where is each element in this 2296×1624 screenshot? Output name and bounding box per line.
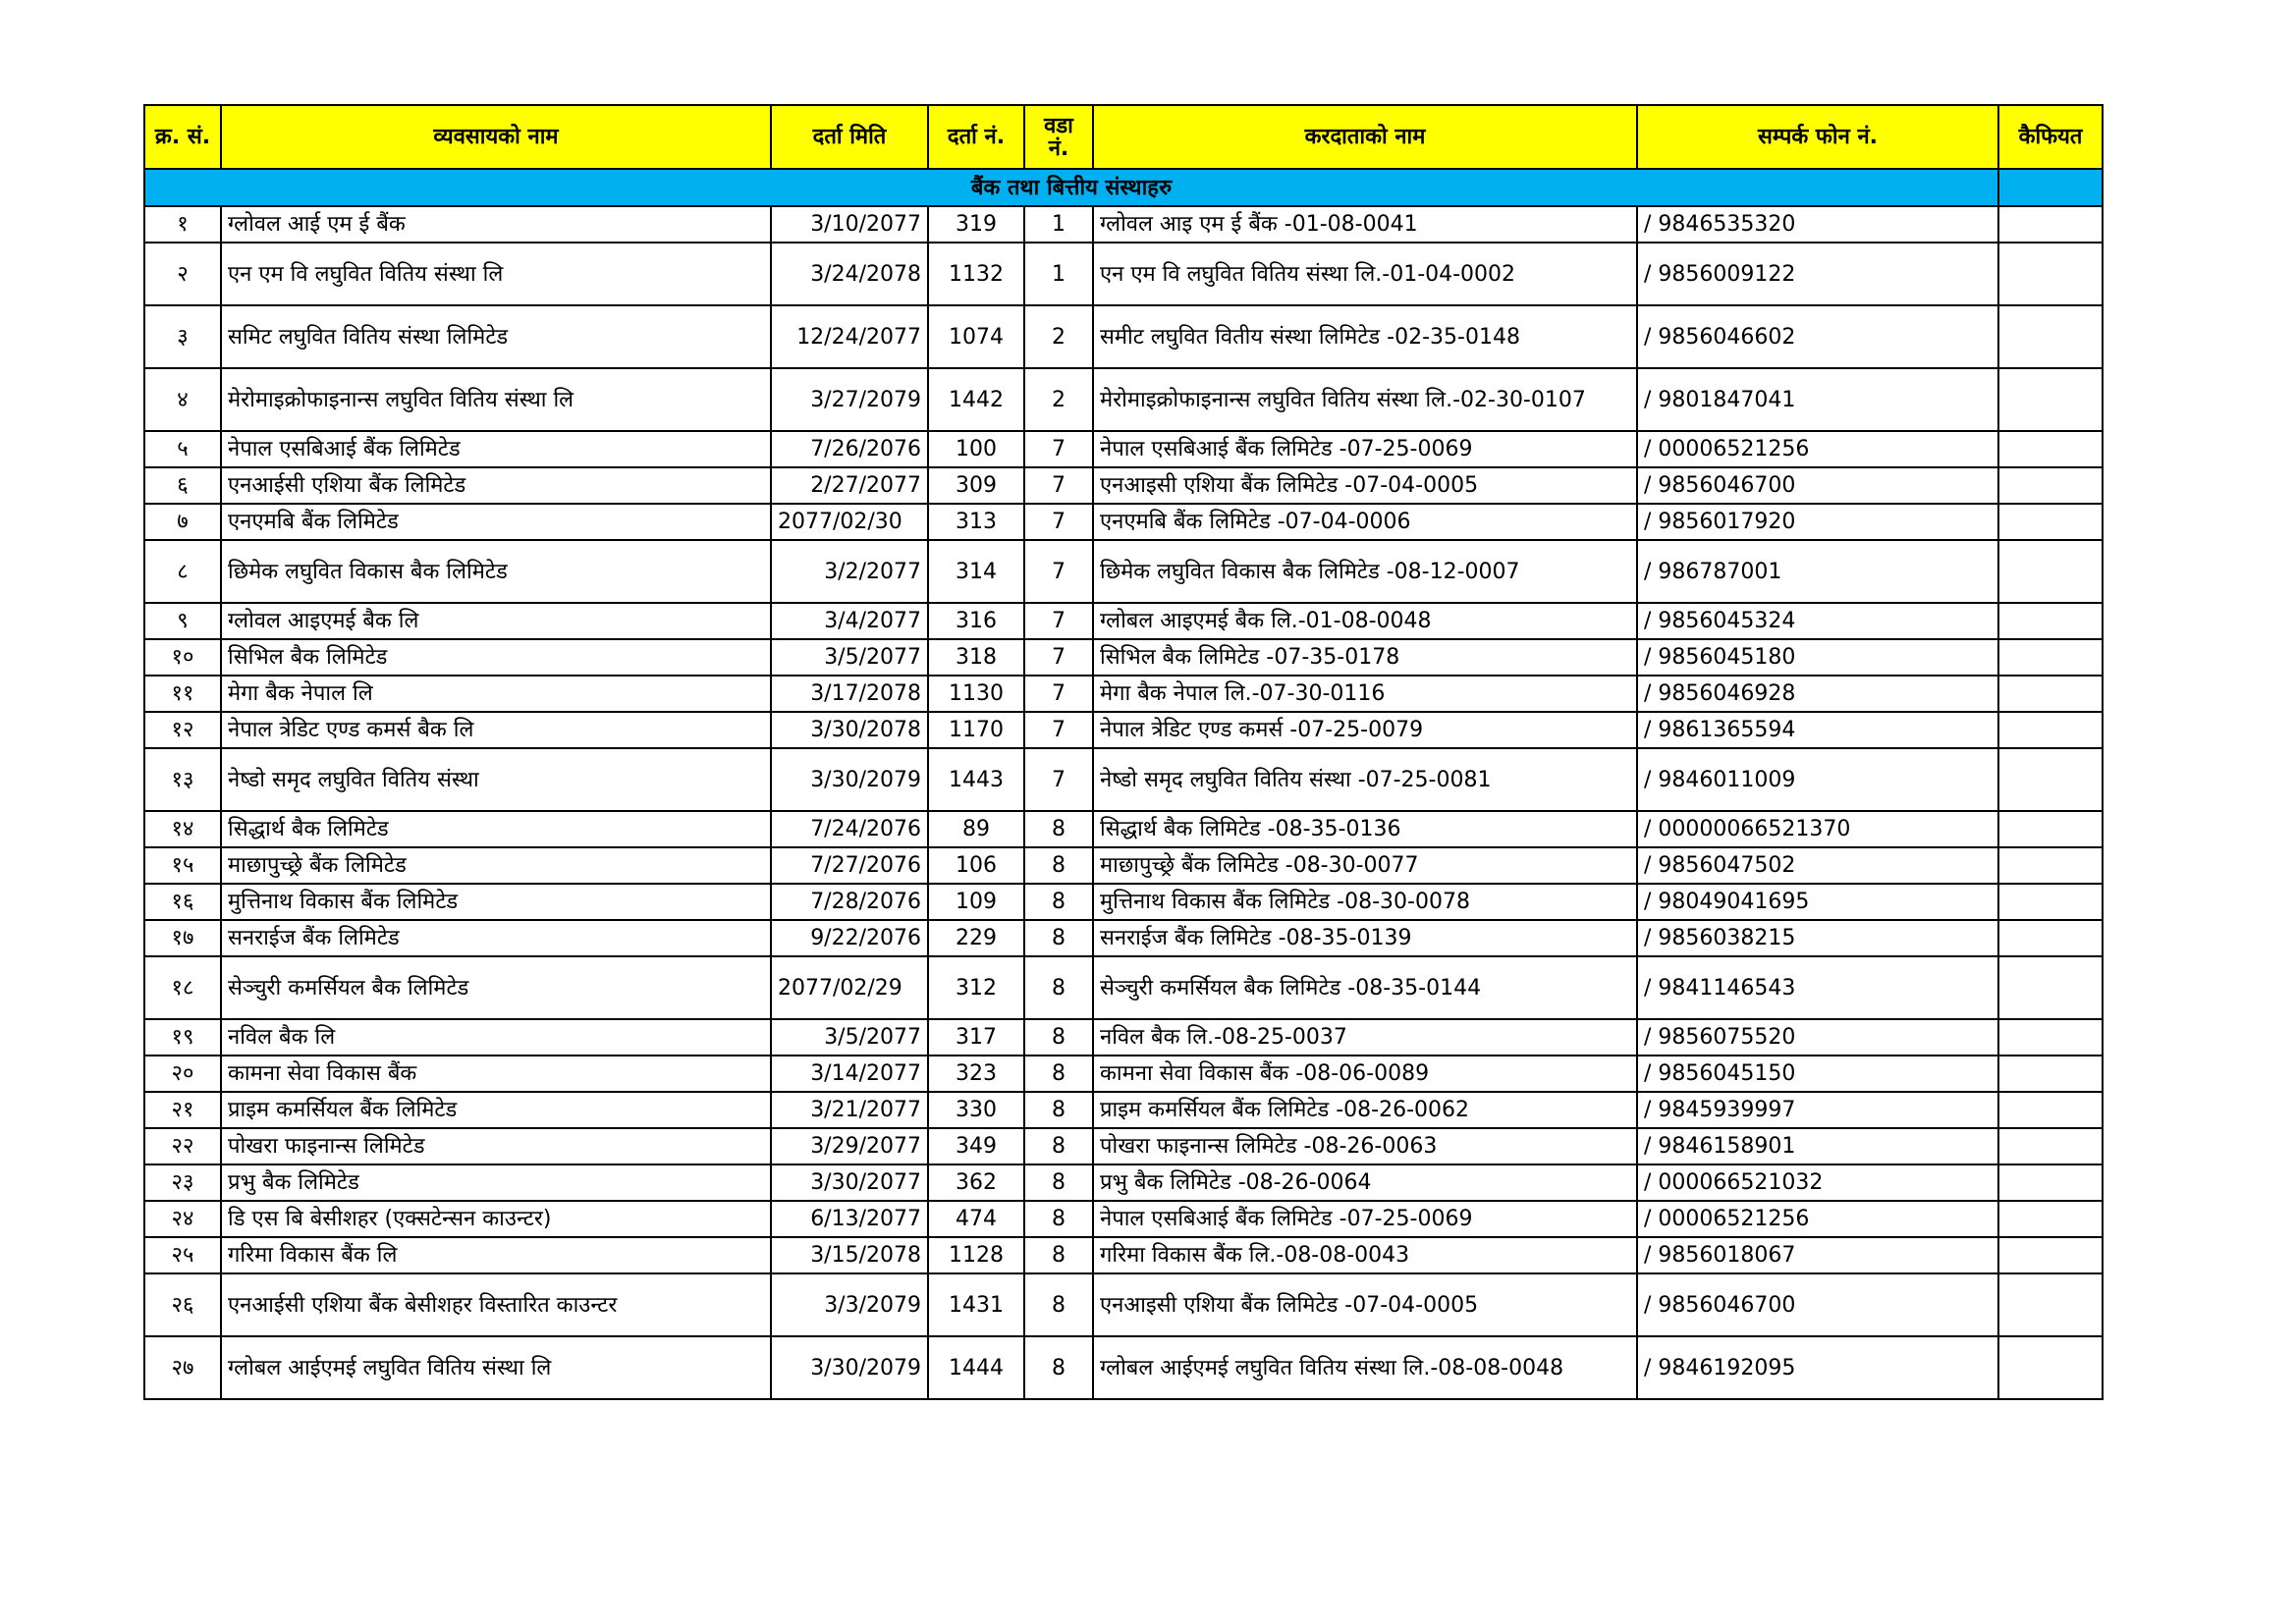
cell-sn: ३ — [144, 305, 221, 368]
cell-reg-no: 1442 — [928, 368, 1024, 431]
cell-reg-date: 3/24/2078 — [771, 243, 928, 305]
table-row — [144, 712, 2103, 748]
table-row — [144, 1164, 2103, 1201]
cell-business-name: गरिमा विकास बैंक लि — [221, 1237, 771, 1273]
cell-phone: / 9856046928 — [1637, 676, 1998, 712]
cell-ward: 1 — [1024, 206, 1093, 243]
table-row — [144, 1092, 2103, 1128]
cell-sn: २७ — [144, 1336, 221, 1399]
cell-remarks — [1998, 504, 2103, 540]
cell-ward: 8 — [1024, 1092, 1093, 1128]
col-header-taxpayer: करदाताको नाम — [1093, 105, 1637, 169]
table-row — [144, 676, 2103, 712]
cell-reg-date: 3/2/2077 — [771, 540, 928, 603]
cell-reg-no: 1443 — [928, 748, 1024, 811]
cell-phone: / 9856046700 — [1637, 1273, 1998, 1336]
cell-sn: २१ — [144, 1092, 221, 1128]
table-row — [144, 920, 2103, 956]
cell-business-name: प्राइम कमर्सियल बैंक लिमिटेड — [221, 1092, 771, 1128]
cell-reg-date: 7/27/2076 — [771, 847, 928, 884]
cell-reg-no: 229 — [928, 920, 1024, 956]
cell-reg-date: 3/15/2078 — [771, 1237, 928, 1273]
cell-phone: / 00000066521370 — [1637, 811, 1998, 847]
cell-phone: / 9856045150 — [1637, 1056, 1998, 1092]
cell-sn: ११ — [144, 676, 221, 712]
cell-reg-date: 3/30/2078 — [771, 712, 928, 748]
cell-reg-date: 3/27/2079 — [771, 368, 928, 431]
table-row — [144, 206, 2103, 243]
cell-phone: / 9846011009 — [1637, 748, 1998, 811]
cell-remarks — [1998, 603, 2103, 639]
cell-ward: 7 — [1024, 467, 1093, 504]
cell-remarks — [1998, 243, 2103, 305]
cell-remarks — [1998, 811, 2103, 847]
cell-reg-date: 2/27/2077 — [771, 467, 928, 504]
table-row — [144, 1336, 2103, 1399]
cell-ward: 7 — [1024, 712, 1093, 748]
cell-reg-no: 106 — [928, 847, 1024, 884]
cell-remarks — [1998, 639, 2103, 676]
cell-ward: 8 — [1024, 920, 1093, 956]
table-row — [144, 1019, 2103, 1056]
table-row — [144, 540, 2103, 603]
cell-remarks — [1998, 920, 2103, 956]
cell-reg-no: 474 — [928, 1201, 1024, 1237]
table-row — [144, 368, 2103, 431]
cell-taxpayer: एन एम वि लघुवित वितिय संस्था लि.-01-04-0002 — [1093, 243, 1637, 305]
cell-ward: 2 — [1024, 368, 1093, 431]
cell-phone: / 9845939997 — [1637, 1092, 1998, 1128]
cell-remarks — [1998, 431, 2103, 467]
cell-phone: / 000066521032 — [1637, 1164, 1998, 1201]
cell-taxpayer: ग्लोबल आईएमई लघुवित वितिय संस्था लि.-08-08-0048 — [1093, 1336, 1637, 1399]
table-row — [144, 1237, 2103, 1273]
cell-ward: 8 — [1024, 1237, 1093, 1273]
table-row — [144, 1128, 2103, 1164]
business-registry-table — [143, 104, 2104, 1400]
cell-ward: 7 — [1024, 748, 1093, 811]
table-row — [144, 811, 2103, 847]
cell-business-name: नेपाल एसबिआई बैंक लिमिटेड — [221, 431, 771, 467]
cell-phone: / 9856047502 — [1637, 847, 1998, 884]
cell-reg-date: 3/10/2077 — [771, 206, 928, 243]
cell-taxpayer: नविल बैक लि.-08-25-0037 — [1093, 1019, 1637, 1056]
cell-reg-no: 1132 — [928, 243, 1024, 305]
cell-reg-no: 109 — [928, 884, 1024, 920]
cell-taxpayer: नेपाल एसबिआई बैंक लिमिटेड -07-25-0069 — [1093, 431, 1637, 467]
cell-phone: / 9856009122 — [1637, 243, 1998, 305]
cell-remarks — [1998, 847, 2103, 884]
cell-ward: 1 — [1024, 243, 1093, 305]
cell-taxpayer: सनराईज बैंक लिमिटेड -08-35-0139 — [1093, 920, 1637, 956]
cell-sn: १२ — [144, 712, 221, 748]
cell-remarks — [1998, 1237, 2103, 1273]
cell-remarks — [1998, 1092, 2103, 1128]
cell-phone: / 9856046602 — [1637, 305, 1998, 368]
cell-phone: / 9856045324 — [1637, 603, 1998, 639]
cell-taxpayer: माछापुच्छ्रे बैंक लिमिटेड -08-30-0077 — [1093, 847, 1637, 884]
cell-phone: / 9846158901 — [1637, 1128, 1998, 1164]
section-row — [144, 169, 2103, 206]
cell-reg-no: 323 — [928, 1056, 1024, 1092]
cell-sn: २ — [144, 243, 221, 305]
cell-phone: / 986787001 — [1637, 540, 1998, 603]
cell-ward: 8 — [1024, 884, 1093, 920]
cell-reg-no: 1431 — [928, 1273, 1024, 1336]
col-header-phone: सम्पर्क फोन नं. — [1637, 105, 1998, 169]
cell-ward: 7 — [1024, 676, 1093, 712]
cell-taxpayer: कामना सेवा विकास बैंक -08-06-0089 — [1093, 1056, 1637, 1092]
cell-remarks — [1998, 1056, 2103, 1092]
cell-sn: १७ — [144, 920, 221, 956]
cell-business-name: छिमेक लघुवित विकास बैक लिमिटेड — [221, 540, 771, 603]
cell-business-name: सनराईज बैंक लिमिटेड — [221, 920, 771, 956]
cell-taxpayer: ग्लोबल आइएमई बैक लि.-01-08-0048 — [1093, 603, 1637, 639]
cell-sn: १९ — [144, 1019, 221, 1056]
cell-remarks — [1998, 1336, 2103, 1399]
cell-reg-no: 362 — [928, 1164, 1024, 1201]
cell-taxpayer: सिद्धार्थ बैक लिमिटेड -08-35-0136 — [1093, 811, 1637, 847]
cell-business-name: एनआईसी एशिया बैंक लिमिटेड — [221, 467, 771, 504]
cell-ward: 8 — [1024, 1201, 1093, 1237]
col-header-reg-date: दर्ता मिति — [771, 105, 928, 169]
cell-sn: १६ — [144, 884, 221, 920]
cell-taxpayer: नेष्डो समृद लघुवित वितिय संस्था -07-25-0081 — [1093, 748, 1637, 811]
cell-taxpayer: सिभिल बैक लिमिटेड -07-35-0178 — [1093, 639, 1637, 676]
cell-remarks — [1998, 305, 2103, 368]
cell-remarks — [1998, 540, 2103, 603]
cell-phone: / 9801847041 — [1637, 368, 1998, 431]
cell-sn: २४ — [144, 1201, 221, 1237]
cell-taxpayer: प्रभु बैक लिमिटेड -08-26-0064 — [1093, 1164, 1637, 1201]
cell-taxpayer: सेञ्चुरी कमर्सियल बैक लिमिटेड -08-35-0144 — [1093, 956, 1637, 1019]
cell-sn: २६ — [144, 1273, 221, 1336]
cell-reg-no: 318 — [928, 639, 1024, 676]
cell-remarks — [1998, 956, 2103, 1019]
cell-ward: 8 — [1024, 1164, 1093, 1201]
cell-sn: ७ — [144, 504, 221, 540]
cell-taxpayer: मेरोमाइक्रोफाइनान्स लघुवित वितिय संस्था लि.-02-30-0107 — [1093, 368, 1637, 431]
cell-taxpayer: एनएमबि बैंक लिमिटेड -07-04-0006 — [1093, 504, 1637, 540]
cell-ward: 8 — [1024, 1056, 1093, 1092]
cell-ward: 8 — [1024, 1019, 1093, 1056]
cell-reg-no: 330 — [928, 1092, 1024, 1128]
cell-reg-date: 3/30/2079 — [771, 748, 928, 811]
cell-reg-date: 3/21/2077 — [771, 1092, 928, 1128]
cell-ward: 8 — [1024, 811, 1093, 847]
cell-reg-no: 316 — [928, 603, 1024, 639]
cell-phone: / 00006521256 — [1637, 431, 1998, 467]
cell-phone: / 9856038215 — [1637, 920, 1998, 956]
cell-reg-date: 3/30/2079 — [771, 1336, 928, 1399]
table-row — [144, 243, 2103, 305]
table-row — [144, 884, 2103, 920]
cell-business-name: ग्लोबल आईएमई लघुवित वितिय संस्था लि — [221, 1336, 771, 1399]
col-header-ward: वडा नं. — [1024, 105, 1093, 169]
cell-sn: १ — [144, 206, 221, 243]
cell-phone: / 9856045180 — [1637, 639, 1998, 676]
cell-reg-no: 100 — [928, 431, 1024, 467]
cell-taxpayer: एनआइसी एशिया बैंक लिमिटेड -07-04-0005 — [1093, 467, 1637, 504]
cell-reg-date: 3/17/2078 — [771, 676, 928, 712]
cell-sn: ५ — [144, 431, 221, 467]
cell-business-name: पोखरा फाइनान्स लिमिटेड — [221, 1128, 771, 1164]
cell-reg-date: 3/5/2077 — [771, 639, 928, 676]
cell-taxpayer: ग्लोवल आइ एम ई बैंक -01-08-0041 — [1093, 206, 1637, 243]
cell-reg-no: 319 — [928, 206, 1024, 243]
cell-phone: / 98049041695 — [1637, 884, 1998, 920]
cell-reg-no: 314 — [928, 540, 1024, 603]
cell-ward: 8 — [1024, 1128, 1093, 1164]
cell-taxpayer: नेपाल त्रेडिट एण्ड कमर्स -07-25-0079 — [1093, 712, 1637, 748]
cell-taxpayer: नेपाल एसबिआई बैंक लिमिटेड -07-25-0069 — [1093, 1201, 1637, 1237]
cell-sn: ४ — [144, 368, 221, 431]
cell-business-name: एनआईसी एशिया बैंक बेसीशहर विस्तारित काउन्टर — [221, 1273, 771, 1336]
cell-reg-no: 1128 — [928, 1237, 1024, 1273]
cell-sn: ८ — [144, 540, 221, 603]
cell-business-name: सिभिल बैक लिमिटेड — [221, 639, 771, 676]
cell-sn: १५ — [144, 847, 221, 884]
cell-business-name: माछापुच्छ्रे बैंक लिमिटेड — [221, 847, 771, 884]
cell-business-name: कामना सेवा विकास बैंक — [221, 1056, 771, 1092]
col-header-reg-no: दर्ता नं. — [928, 105, 1024, 169]
cell-reg-date: 3/3/2079 — [771, 1273, 928, 1336]
cell-remarks — [1998, 1273, 2103, 1336]
cell-phone: / 9856075520 — [1637, 1019, 1998, 1056]
cell-remarks — [1998, 1201, 2103, 1237]
cell-reg-no: 1170 — [928, 712, 1024, 748]
cell-phone: / 9846192095 — [1637, 1336, 1998, 1399]
cell-ward: 2 — [1024, 305, 1093, 368]
cell-reg-no: 312 — [928, 956, 1024, 1019]
cell-phone: / 9846535320 — [1637, 206, 1998, 243]
cell-remarks — [1998, 467, 2103, 504]
cell-remarks — [1998, 1128, 2103, 1164]
cell-taxpayer: मेगा बैक नेपाल लि.-07-30-0116 — [1093, 676, 1637, 712]
cell-business-name: एनएमबि बैंक लिमिटेड — [221, 504, 771, 540]
col-header-business-name: व्यवसायको नाम — [221, 105, 771, 169]
cell-reg-date: 12/24/2077 — [771, 305, 928, 368]
table-row — [144, 1056, 2103, 1092]
table-row — [144, 956, 2103, 1019]
cell-sn: २३ — [144, 1164, 221, 1201]
cell-reg-no: 1074 — [928, 305, 1024, 368]
cell-ward: 8 — [1024, 1336, 1093, 1399]
cell-taxpayer: समीट लघुवित वितीय संस्था लिमिटेड -02-35-0148 — [1093, 305, 1637, 368]
cell-remarks — [1998, 712, 2103, 748]
cell-remarks — [1998, 206, 2103, 243]
cell-sn: ६ — [144, 467, 221, 504]
table-row — [144, 305, 2103, 368]
cell-ward: 7 — [1024, 639, 1093, 676]
cell-ward: 7 — [1024, 540, 1093, 603]
cell-business-name: मुत्तिनाथ विकास बैंक लिमिटेड — [221, 884, 771, 920]
table-row — [144, 748, 2103, 811]
cell-ward: 7 — [1024, 431, 1093, 467]
cell-reg-no: 313 — [928, 504, 1024, 540]
cell-business-name: मेगा बैक नेपाल लि — [221, 676, 771, 712]
cell-reg-no: 309 — [928, 467, 1024, 504]
cell-phone: / 9856017920 — [1637, 504, 1998, 540]
cell-reg-date: 3/4/2077 — [771, 603, 928, 639]
cell-sn: ९ — [144, 603, 221, 639]
cell-sn: २५ — [144, 1237, 221, 1273]
table-row — [144, 639, 2103, 676]
cell-remarks — [1998, 748, 2103, 811]
cell-taxpayer: एनआइसी एशिया बैंक लिमिटेड -07-04-0005 — [1093, 1273, 1637, 1336]
cell-remarks — [1998, 1164, 2103, 1201]
cell-sn: १४ — [144, 811, 221, 847]
cell-phone: / 9861365594 — [1637, 712, 1998, 748]
cell-ward: 7 — [1024, 504, 1093, 540]
table-row — [144, 504, 2103, 540]
col-header-sn: क्र. सं. — [144, 105, 221, 169]
cell-remarks — [1998, 368, 2103, 431]
cell-business-name: ग्लोवल आई एम ई बैंक — [221, 206, 771, 243]
col-header-remarks: कैफियत — [1998, 105, 2103, 169]
cell-ward: 8 — [1024, 1273, 1093, 1336]
cell-reg-date: 3/29/2077 — [771, 1128, 928, 1164]
cell-business-name: डि एस बि बेसीशहर (एक्सटेन्सन काउन्टर) — [221, 1201, 771, 1237]
cell-phone: / 00006521256 — [1637, 1201, 1998, 1237]
cell-reg-date: 2077/02/30 — [771, 504, 928, 540]
header-row — [144, 105, 2103, 169]
cell-reg-date: 3/14/2077 — [771, 1056, 928, 1092]
cell-reg-date: 2077/02/29 — [771, 956, 928, 1019]
cell-sn: १८ — [144, 956, 221, 1019]
cell-business-name: सेञ्चुरी कमर्सियल बैक लिमिटेड — [221, 956, 771, 1019]
cell-taxpayer: गरिमा विकास बैंक लि.-08-08-0043 — [1093, 1237, 1637, 1273]
table-row — [144, 467, 2103, 504]
section-title: बैंक तथा बित्तीय संस्थाहरु — [144, 169, 1998, 206]
cell-reg-date: 6/13/2077 — [771, 1201, 928, 1237]
cell-reg-no: 89 — [928, 811, 1024, 847]
cell-reg-no: 1444 — [928, 1336, 1024, 1399]
cell-business-name: नेपाल त्रेडिट एण्ड कमर्स बैक लि — [221, 712, 771, 748]
cell-sn: २२ — [144, 1128, 221, 1164]
cell-business-name: समिट लघुवित वितिय संस्था लिमिटेड — [221, 305, 771, 368]
cell-phone: / 9856046700 — [1637, 467, 1998, 504]
table-row — [144, 603, 2103, 639]
table-row — [144, 847, 2103, 884]
cell-taxpayer: मुत्तिनाथ विकास बैंक लिमिटेड -08-30-0078 — [1093, 884, 1637, 920]
cell-phone: / 9841146543 — [1637, 956, 1998, 1019]
cell-reg-no: 1130 — [928, 676, 1024, 712]
cell-business-name: प्रभु बैक लिमिटेड — [221, 1164, 771, 1201]
cell-reg-date: 7/26/2076 — [771, 431, 928, 467]
cell-reg-date: 7/28/2076 — [771, 884, 928, 920]
cell-ward: 8 — [1024, 847, 1093, 884]
cell-reg-date: 9/22/2076 — [771, 920, 928, 956]
cell-reg-no: 349 — [928, 1128, 1024, 1164]
cell-ward: 8 — [1024, 956, 1093, 1019]
cell-business-name: एन एम वि लघुवित वितिय संस्था लि — [221, 243, 771, 305]
cell-sn: २० — [144, 1056, 221, 1092]
cell-reg-date: 3/30/2077 — [771, 1164, 928, 1201]
cell-reg-date: 7/24/2076 — [771, 811, 928, 847]
cell-business-name: ग्लोवल आइएमई बैक लि — [221, 603, 771, 639]
cell-phone: / 9856018067 — [1637, 1237, 1998, 1273]
table-row — [144, 431, 2103, 467]
section-remarks-cell — [1998, 169, 2103, 206]
table-row — [144, 1201, 2103, 1237]
cell-taxpayer: प्राइम कमर्सियल बैंक लिमिटेड -08-26-0062 — [1093, 1092, 1637, 1128]
table-row — [144, 1273, 2103, 1336]
cell-sn: १३ — [144, 748, 221, 811]
cell-remarks — [1998, 1019, 2103, 1056]
cell-taxpayer: पोखरा फाइनान्स लिमिटेड -08-26-0063 — [1093, 1128, 1637, 1164]
cell-taxpayer: छिमेक लघुवित विकास बैक लिमिटेड -08-12-0007 — [1093, 540, 1637, 603]
cell-remarks — [1998, 676, 2103, 712]
cell-sn: १० — [144, 639, 221, 676]
cell-reg-no: 317 — [928, 1019, 1024, 1056]
cell-business-name: नेष्डो समृद लघुवित वितिय संस्था — [221, 748, 771, 811]
cell-business-name: मेरोमाइक्रोफाइनान्स लघुवित वितिय संस्था लि — [221, 368, 771, 431]
cell-business-name: सिद्धार्थ बैक लिमिटेड — [221, 811, 771, 847]
cell-business-name: नविल बैक लि — [221, 1019, 771, 1056]
cell-reg-date: 3/5/2077 — [771, 1019, 928, 1056]
cell-ward: 7 — [1024, 603, 1093, 639]
cell-remarks — [1998, 884, 2103, 920]
